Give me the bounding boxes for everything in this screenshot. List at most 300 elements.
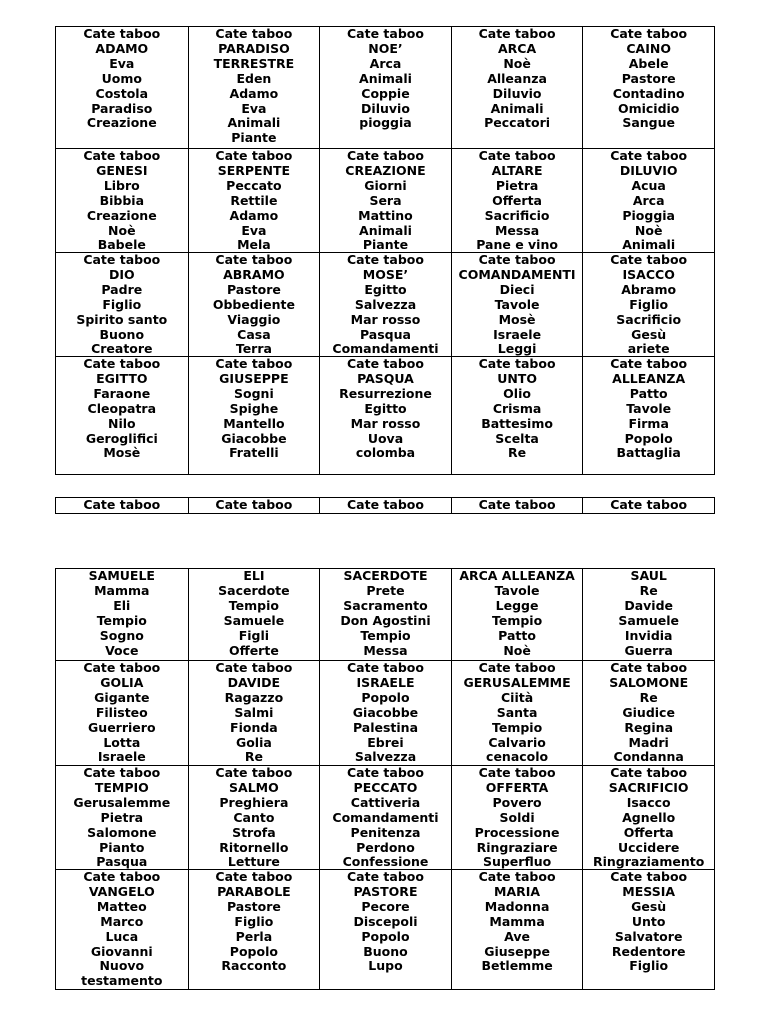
taboo-card: [582, 766, 714, 869]
taboo-card: [56, 569, 188, 660]
card-word: Mamma: [489, 913, 545, 929]
card-word: Palestina: [352, 719, 419, 735]
card-word: SACERDOTE: [343, 568, 428, 583]
card-word: Tempio: [491, 719, 543, 735]
card-word: Casa: [237, 326, 271, 342]
card-word: Pastore: [226, 281, 281, 297]
card-word: Pianto: [99, 839, 145, 855]
card-word: Libro: [103, 177, 140, 193]
card-word: Creatore: [91, 341, 153, 357]
taboo-card: [451, 661, 583, 765]
card-word: Racconto: [221, 958, 287, 974]
taboo-card: [451, 357, 583, 474]
card-word: testamento: [81, 973, 163, 989]
card-word: Salmi: [234, 704, 274, 720]
card-word: Agnello: [622, 809, 676, 825]
card-word: Pietra: [100, 809, 144, 825]
card-word: Calvario: [488, 734, 546, 750]
card-word: Davide: [624, 597, 673, 613]
card-word: Giacobbe: [352, 704, 419, 720]
card-word: Unto: [631, 913, 666, 929]
card-word: Eli: [113, 597, 131, 613]
card-word: Dieci: [499, 281, 535, 297]
card-word: GIUSEPPE: [219, 370, 289, 386]
card-word: UNTO: [497, 370, 537, 386]
card-word: Mar rosso: [350, 311, 421, 327]
card-word: Invidia: [624, 627, 673, 643]
card-header: Cate taboo: [478, 660, 556, 675]
card-word: Sacrificio: [484, 207, 550, 223]
card-header: Cate taboo: [215, 148, 293, 163]
card-word: Salvatore: [614, 928, 683, 944]
card-word: Uomo: [101, 70, 142, 86]
card-word: Tavole: [626, 400, 672, 416]
card-word: Pietra: [495, 177, 539, 193]
taboo-card: [451, 27, 583, 148]
card-word: Perla: [235, 928, 273, 944]
card-header: Cate taboo: [347, 869, 424, 884]
card-word: Isacco: [626, 794, 671, 810]
card-word: Animali: [622, 237, 676, 253]
card-word: Nuovo: [99, 958, 145, 974]
card-word: EGITTO: [96, 370, 148, 386]
card-word: Eva: [109, 55, 135, 71]
card-word: Resurrezione: [339, 385, 432, 401]
taboo-card: [451, 766, 583, 869]
card-word: CREAZIONE: [345, 162, 426, 178]
card-word: Faraone: [93, 385, 151, 401]
taboo-card: [188, 569, 320, 660]
card-word: Patto: [498, 627, 536, 643]
card-word: Giorni: [364, 177, 407, 193]
card-header: Cate taboo: [215, 356, 293, 371]
card-word: ABRAMO: [223, 266, 285, 282]
card-word: DIO: [108, 266, 135, 282]
card-word: Mar rosso: [350, 415, 421, 431]
card-word: Mela: [237, 237, 271, 253]
card-word: Salvezza: [354, 296, 417, 312]
card-word: ISACCO: [622, 266, 675, 282]
card-word: colomba: [355, 445, 416, 461]
card-word: Soldi: [499, 809, 535, 825]
card-header: Cate taboo: [83, 765, 161, 780]
card-word: Superfluo: [482, 854, 552, 870]
taboo-card: [56, 870, 188, 989]
taboo-card: [582, 253, 714, 356]
card-word: Leggi: [497, 341, 537, 357]
card-word: Buono: [99, 326, 145, 342]
card-word: Piante: [231, 130, 277, 146]
taboo-card: [319, 569, 451, 660]
card-word: Guerra: [624, 642, 673, 658]
card-word: Creazione: [86, 115, 157, 131]
card-word: Processione: [474, 824, 560, 840]
card-word: Pastore: [621, 70, 676, 86]
card-word: Sogno: [99, 627, 144, 643]
card-word: Alleanza: [487, 70, 547, 86]
card-word: Canto: [233, 809, 275, 825]
taboo-card: [319, 149, 451, 252]
card-word: COMANDAMENTI: [458, 266, 576, 282]
card-word: Giuseppe: [484, 943, 550, 959]
card-word: Peccatori: [484, 115, 551, 131]
card-word: Sogni: [234, 385, 274, 401]
card-word: ALTARE: [491, 162, 543, 178]
card-header: Cate taboo: [83, 356, 161, 371]
card-word: Filisteo: [95, 704, 148, 720]
card-word: Costola: [95, 85, 149, 101]
table-row: [56, 148, 714, 252]
card-word: OFFERTA: [485, 779, 549, 795]
card-word: Re: [639, 582, 658, 598]
card-word: Sacrificio: [616, 311, 682, 327]
card-word: MARIA: [494, 883, 541, 899]
taboo-card: [582, 661, 714, 765]
card-word: Adamo: [229, 207, 279, 223]
card-word: Matteo: [96, 898, 147, 914]
card-word: SAUL: [630, 568, 667, 583]
card-word: Mosè: [498, 311, 536, 327]
taboo-table-2: [55, 568, 715, 990]
card-word: Salomone: [87, 824, 157, 840]
card-word: Offerte: [228, 642, 279, 658]
card-word: Animali: [490, 100, 544, 116]
card-word: Egitto: [364, 281, 407, 297]
card-header: Cate taboo: [478, 252, 556, 267]
card-word: MOSE’: [362, 266, 409, 282]
card-header: Cate taboo: [478, 356, 556, 371]
strip-cell: [451, 498, 583, 513]
card-word: Pane e vino: [476, 237, 558, 253]
taboo-card: [319, 357, 451, 474]
card-word: Mattino: [358, 207, 413, 223]
card-word: Popolo: [624, 430, 673, 446]
card-word: Fionda: [230, 719, 278, 735]
card-word: Confessione: [342, 854, 429, 870]
card-word: Piante: [362, 237, 409, 253]
card-word: Condanna: [613, 749, 684, 765]
strip-cell: [582, 498, 714, 513]
card-word: Israele: [493, 326, 542, 342]
card-word: Giovanni: [90, 943, 153, 959]
card-word: Sacramento: [343, 597, 428, 613]
taboo-card: [188, 357, 320, 474]
card-word: NOE’: [368, 40, 403, 56]
card-word: ariete: [627, 341, 670, 357]
card-word: Acua: [631, 177, 666, 193]
card-word: Adamo: [229, 85, 279, 101]
card-word: SALMO: [229, 779, 279, 795]
taboo-card: [56, 766, 188, 869]
card-header: Cate taboo: [347, 356, 424, 371]
card-word: PASTORE: [353, 883, 418, 899]
card-header: Cate taboo: [610, 869, 688, 884]
card-word: ARCA ALLEANZA: [459, 568, 575, 583]
card-word: Spirito santo: [76, 311, 168, 327]
card-word: Spighe: [229, 400, 279, 416]
card-word: Animali: [227, 115, 281, 131]
card-word: Guerriero: [88, 719, 156, 735]
strip-cell: [56, 498, 188, 513]
card-word: Ragazzo: [224, 689, 284, 705]
card-word: Sacerdote: [218, 582, 290, 598]
taboo-card: [188, 870, 320, 989]
card-word: Noè: [503, 642, 531, 658]
card-word: Letture: [227, 854, 280, 870]
card-word: Israele: [97, 749, 146, 765]
table-row: [56, 569, 714, 660]
card-word: Tempio: [491, 612, 543, 628]
card-word: CAINO: [626, 40, 671, 56]
card-word: ELI: [243, 568, 265, 583]
card-header: Cate taboo: [478, 148, 556, 163]
card-word: Strofa: [232, 824, 276, 840]
card-header: Cate taboo: [478, 26, 556, 41]
card-word: Cattiveria: [350, 794, 421, 810]
card-word: ARCA: [498, 40, 537, 56]
card-word: Samuele: [223, 612, 285, 628]
taboo-card: [56, 149, 188, 252]
table-row: [56, 660, 714, 765]
card-word: Discepoli: [353, 913, 418, 929]
card-word: Tempio: [96, 612, 147, 628]
card-word: Sangue: [622, 115, 675, 131]
card-word: Mamma: [94, 582, 150, 598]
card-header: Cate taboo: [83, 26, 161, 41]
card-word: Rettile: [230, 192, 278, 208]
card-word: Gesù: [631, 326, 667, 342]
card-word: Popolo: [361, 928, 410, 944]
cell-line: Cate taboo: [215, 497, 293, 512]
cell-line: Cate taboo: [347, 497, 424, 512]
card-header: Cate taboo: [347, 26, 424, 41]
taboo-card: [188, 149, 320, 252]
card-word: Ringraziare: [476, 839, 558, 855]
taboo-card: [319, 870, 451, 989]
card-word: MESSIA: [622, 883, 676, 899]
card-header: Cate taboo: [347, 765, 424, 780]
card-word: Noè: [634, 222, 663, 238]
card-word: Don Agostini: [340, 612, 431, 628]
taboo-card: [319, 253, 451, 356]
card-word: VANGELO: [88, 883, 155, 899]
card-word: Pastore: [226, 898, 281, 914]
card-header: Cate taboo: [610, 252, 688, 267]
card-word: Offerta: [492, 192, 542, 208]
card-word: DILUVIO: [619, 162, 678, 178]
card-word: Eva: [241, 100, 267, 116]
card-word: Viaggio: [227, 311, 281, 327]
card-word: Figlio: [629, 296, 669, 312]
card-word: Battaglia: [616, 445, 681, 461]
card-word: Ave: [504, 928, 530, 944]
card-word: Re: [244, 749, 263, 765]
card-word: Eden: [236, 70, 272, 86]
card-word: Ebrei: [367, 734, 404, 750]
card-word: Madri: [628, 734, 669, 750]
card-word: Cleopatra: [87, 400, 157, 416]
card-word: Gesù: [631, 898, 667, 914]
card-word: SAMUELE: [88, 568, 155, 583]
card-header: Cate taboo: [215, 26, 293, 41]
card-word: Diluvio: [492, 85, 542, 101]
card-header: Cate taboo: [610, 26, 688, 41]
card-word: Ciità: [501, 689, 534, 705]
card-word: Coppie: [361, 85, 410, 101]
card-header: Cate taboo: [347, 252, 424, 267]
taboo-table-1: [55, 26, 715, 475]
card-word: Sera: [369, 192, 402, 208]
card-word: Giudice: [622, 704, 675, 720]
card-header: Cate taboo: [610, 356, 688, 371]
card-word: Re: [508, 445, 527, 461]
card-word: Pecore: [361, 898, 410, 914]
card-header: Cate taboo: [215, 765, 293, 780]
taboo-card: [582, 149, 714, 252]
card-header: Cate taboo: [83, 252, 161, 267]
card-word: Salvezza: [354, 749, 417, 765]
card-word: pioggia: [359, 115, 412, 131]
card-header: Cate taboo: [215, 252, 293, 267]
table-row: [56, 765, 714, 869]
card-word: Eva: [241, 222, 267, 238]
card-word: Comandamenti: [332, 809, 439, 825]
card-word: Luca: [105, 928, 139, 944]
card-word: Diluvio: [361, 100, 410, 116]
card-word: Uova: [367, 430, 404, 446]
card-word: Omicidio: [617, 100, 680, 116]
taboo-card: [451, 253, 583, 356]
card-word: Abele: [628, 55, 669, 71]
card-word: Figlio: [629, 958, 669, 974]
card-word: Figli: [238, 627, 270, 643]
card-word: GERUSALEMME: [463, 674, 571, 690]
card-word: Prete: [366, 582, 405, 598]
taboo-card: [188, 27, 320, 148]
card-word: SALOMONE: [609, 674, 689, 690]
card-word: Lotta: [103, 734, 141, 750]
cell-line: Cate taboo: [478, 497, 556, 512]
card-word: Geroglifici: [85, 430, 158, 446]
card-word: Messa: [494, 222, 540, 238]
card-header: Cate taboo: [347, 660, 424, 675]
card-word: Redentore: [611, 943, 686, 959]
card-word: PARABOLE: [217, 883, 291, 899]
card-header: Cate taboo: [610, 660, 688, 675]
card-word: Comandamenti: [332, 341, 439, 357]
card-word: Terra: [235, 341, 272, 357]
table-row: [56, 27, 714, 148]
card-word: Tempio: [360, 627, 411, 643]
table-row: [56, 252, 714, 356]
table-row: [56, 356, 714, 474]
card-word: Olio: [503, 385, 531, 401]
card-word: SACRIFICIO: [608, 779, 689, 795]
card-word: Regina: [624, 719, 673, 735]
card-word: Creazione: [86, 207, 157, 223]
card-word: Crisma: [492, 400, 542, 416]
card-word: Voce: [105, 642, 139, 658]
card-word: Mantello: [223, 415, 285, 431]
card-word: Noè: [503, 55, 531, 71]
card-header: Cate taboo: [83, 148, 161, 163]
card-word: Figlio: [102, 296, 142, 312]
card-word: Battesimo: [481, 415, 553, 431]
taboo-card: [188, 766, 320, 869]
card-word: Scelta: [495, 430, 539, 446]
card-word: Santa: [496, 704, 538, 720]
card-header: Cate taboo: [347, 148, 424, 163]
card-word: Fratelli: [229, 445, 279, 461]
taboo-card: [582, 870, 714, 989]
card-word: Gigante: [94, 689, 150, 705]
card-word: TEMPIO: [94, 779, 149, 795]
card-word: Buono: [363, 943, 408, 959]
card-word: PASQUA: [357, 370, 414, 386]
card-word: SERPENTE: [217, 162, 291, 178]
card-word: Arca: [369, 55, 402, 71]
card-word: Gerusalemme: [73, 794, 171, 810]
card-word: Noè: [108, 222, 136, 238]
card-header: Cate taboo: [83, 660, 161, 675]
card-word: Perdono: [356, 839, 415, 855]
card-word: Penitenza: [350, 824, 421, 840]
card-word: Contadino: [612, 85, 685, 101]
card-word: Messa: [363, 642, 408, 658]
card-word: GENESI: [96, 162, 148, 178]
card-word: Preghiera: [219, 794, 289, 810]
card-word: ADAMO: [95, 40, 149, 56]
card-word: Giacobbe: [221, 430, 287, 446]
card-word: Animali: [359, 222, 412, 238]
card-header: Cate taboo: [610, 765, 688, 780]
taboo-card: [56, 253, 188, 356]
taboo-card: [451, 149, 583, 252]
taboo-card: [56, 661, 188, 765]
card-word: PARADISO: [218, 40, 290, 56]
taboo-card: [319, 661, 451, 765]
card-header: Cate taboo: [215, 660, 293, 675]
card-word: Ringraziamento: [593, 854, 705, 870]
taboo-card: [56, 27, 188, 148]
card-word: TERRESTRE: [213, 55, 295, 71]
card-word: Samuele: [618, 612, 679, 628]
taboo-card: [319, 766, 451, 869]
strip-cell: [319, 498, 451, 513]
taboo-card: [451, 870, 583, 989]
card-word: ALLEANZA: [612, 370, 686, 386]
card-word: Paradiso: [91, 100, 153, 116]
card-word: Nilo: [107, 415, 136, 431]
card-word: PECCATO: [353, 779, 418, 795]
card-word: Bibbia: [99, 192, 145, 208]
card-word: Firma: [628, 415, 669, 431]
taboo-card: [582, 27, 714, 148]
card-word: Abramo: [621, 281, 677, 297]
card-word: Mosè: [103, 445, 141, 461]
card-word: Popolo: [361, 689, 410, 705]
card-word: Marco: [100, 913, 144, 929]
card-word: Popolo: [229, 943, 278, 959]
card-word: Re: [639, 689, 658, 705]
card-word: ISRAELE: [356, 674, 415, 690]
card-word: Tavole: [494, 582, 540, 598]
card-word: Pioggia: [622, 207, 675, 223]
taboo-card: [188, 253, 320, 356]
card-word: Peccato: [226, 177, 282, 193]
table-row: [56, 869, 714, 989]
card-word: Babele: [97, 237, 146, 253]
